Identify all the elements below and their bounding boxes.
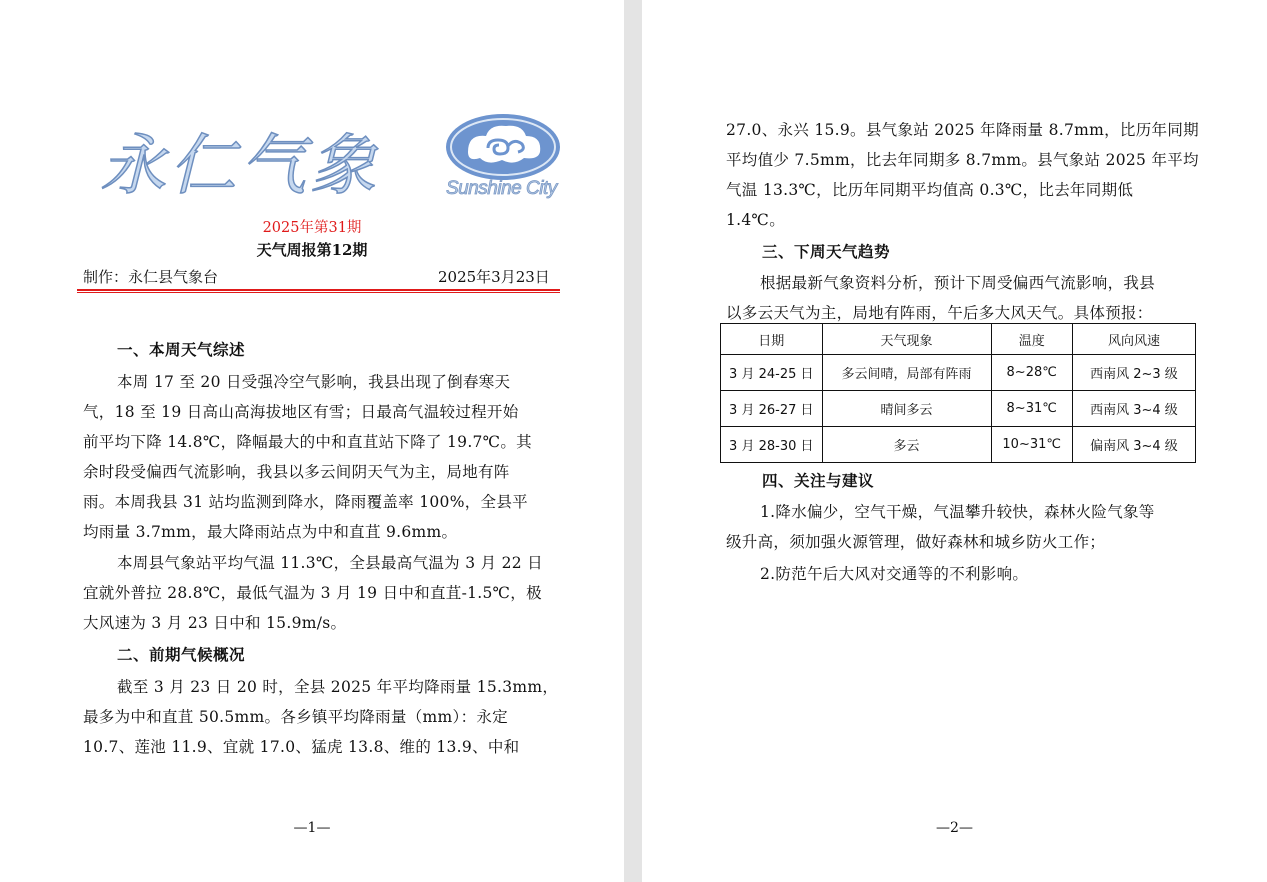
table-header-cell: 温度 (991, 324, 1072, 355)
table-cell: 偏南风 3~4 级 (1072, 427, 1195, 463)
paragraph-line: 级升高，须加强火源管理，做好森林和城乡防火工作； (726, 533, 1106, 551)
table-cell: 晴间多云 (822, 391, 991, 427)
paragraph-line: 余时段受偏西气流影响，我县以多云间阴天气为主，局地有阵 (83, 463, 510, 481)
forecast-table (720, 323, 1196, 463)
logo-caption: Sunshine City (446, 178, 557, 199)
paragraph-line: 1.降水偏少，空气干燥，气温攀升较快，森林火险气象等 (760, 503, 1155, 521)
table-cell: 3 月 24-25 日 (721, 355, 823, 391)
paragraph-line: 均雨量 3.7mm，最大降雨站点为中和直苴 9.6mm。 (83, 523, 458, 541)
paragraph-line: 本周县气象站平均气温 11.3℃，全县最高气温为 3 月 22 日 (117, 554, 543, 572)
table-cell: 8~31℃ (991, 391, 1072, 427)
section-heading-weekly-summary: 一、本周天气综述 (117, 340, 246, 359)
paragraph-line: 截至 3 月 23 日 20 时，全县 2025 年平均降雨量 15.3mm， (117, 678, 559, 696)
table-row (721, 427, 1196, 463)
red-divider-top (77, 289, 560, 291)
producer-label: 制作：永仁县气象台 (83, 268, 219, 286)
document-page-2 (642, 0, 1267, 882)
table-row (721, 355, 1196, 391)
table-header-cell: 风向风速 (1072, 324, 1195, 355)
red-divider-bottom (77, 292, 560, 293)
table-cell: 3 月 28-30 日 (721, 427, 823, 463)
paragraph-line: 1.4℃。 (726, 211, 785, 229)
section-heading-next-week: 三、下周天气趋势 (762, 242, 891, 261)
cloud-logo-icon (444, 112, 562, 182)
paragraph-line: 大风速为 3 月 23 日中和 15.9m/s。 (83, 614, 347, 632)
paragraph-line: 气温 13.3℃，比历年同期平均值高 0.3℃，比去年同期低 (726, 181, 1134, 199)
section-heading-advice: 四、关注与建议 (762, 471, 875, 490)
table-cell: 3 月 26-27 日 (721, 391, 823, 427)
page-gutter (624, 0, 642, 882)
paragraph-line: 气，18 至 19 日高山高海拔地区有雪；日最高气温较过程开始 (83, 403, 519, 421)
table-cell: 西南风 3~4 级 (1072, 391, 1195, 427)
table-header-cell: 天气现象 (822, 324, 991, 355)
paragraph-line: 平均值少 7.5mm，比去年同期多 8.7mm。县气象站 2025 年平均 (726, 151, 1199, 169)
paragraph-line: 以多云天气为主，局地有阵雨，午后多大风天气。具体预报： (726, 304, 1153, 322)
table-header-cell: 日期 (721, 324, 823, 355)
paragraph-line: 10.7、莲池 11.9、宜就 17.0、猛虎 13.8、维的 13.9、中和 (83, 738, 520, 756)
page-number: —1— (293, 820, 331, 836)
paragraph-line: 前平均下降 14.8℃，降幅最大的中和直苴站下降了 19.7℃。其 (83, 433, 532, 451)
document-page-1 (0, 0, 624, 882)
paragraph-line: 雨。本周我县 31 站均监测到降水，降雨覆盖率 100%，全县平 (83, 493, 528, 511)
table-cell: 8~28℃ (991, 355, 1072, 391)
paragraph-line: 本周 17 至 20 日受强冷空气影响，我县出现了倒春寒天 (117, 373, 511, 391)
table-cell: 多云间晴，局部有阵雨 (822, 355, 991, 391)
paragraph-line: 宜就外普拉 28.8℃，最低气温为 3 月 19 日中和直苴-1.5℃，极 (83, 584, 542, 602)
page-number: —2— (936, 820, 973, 836)
table-cell: 多云 (822, 427, 991, 463)
table-cell: 10~31℃ (991, 427, 1072, 463)
report-date: 2025年3月23日 (438, 268, 550, 286)
section-heading-climate-overview: 二、前期气候概况 (117, 645, 246, 664)
paragraph-line: 最多为中和直苴 50.5mm。各乡镇平均降雨量（mm）：永定 (83, 708, 508, 726)
table-cell: 西南风 2~3 级 (1072, 355, 1195, 391)
table-header-row (721, 324, 1196, 355)
issue-number: 2025年第31期 (262, 220, 362, 236)
masthead-title: 永仁气象 (100, 127, 380, 204)
paragraph-line: 根据最新气象资料分析，预计下周受偏西气流影响，我县 (760, 274, 1156, 292)
table-row (721, 391, 1196, 427)
paragraph-line: 27.0、永兴 15.9。县气象站 2025 年降雨量 8.7mm，比历年同期 (726, 121, 1199, 139)
report-title: 天气周报第12期 (256, 241, 368, 259)
paragraph-line: 2.防范午后大风对交通等的不利影响。 (760, 565, 1029, 583)
